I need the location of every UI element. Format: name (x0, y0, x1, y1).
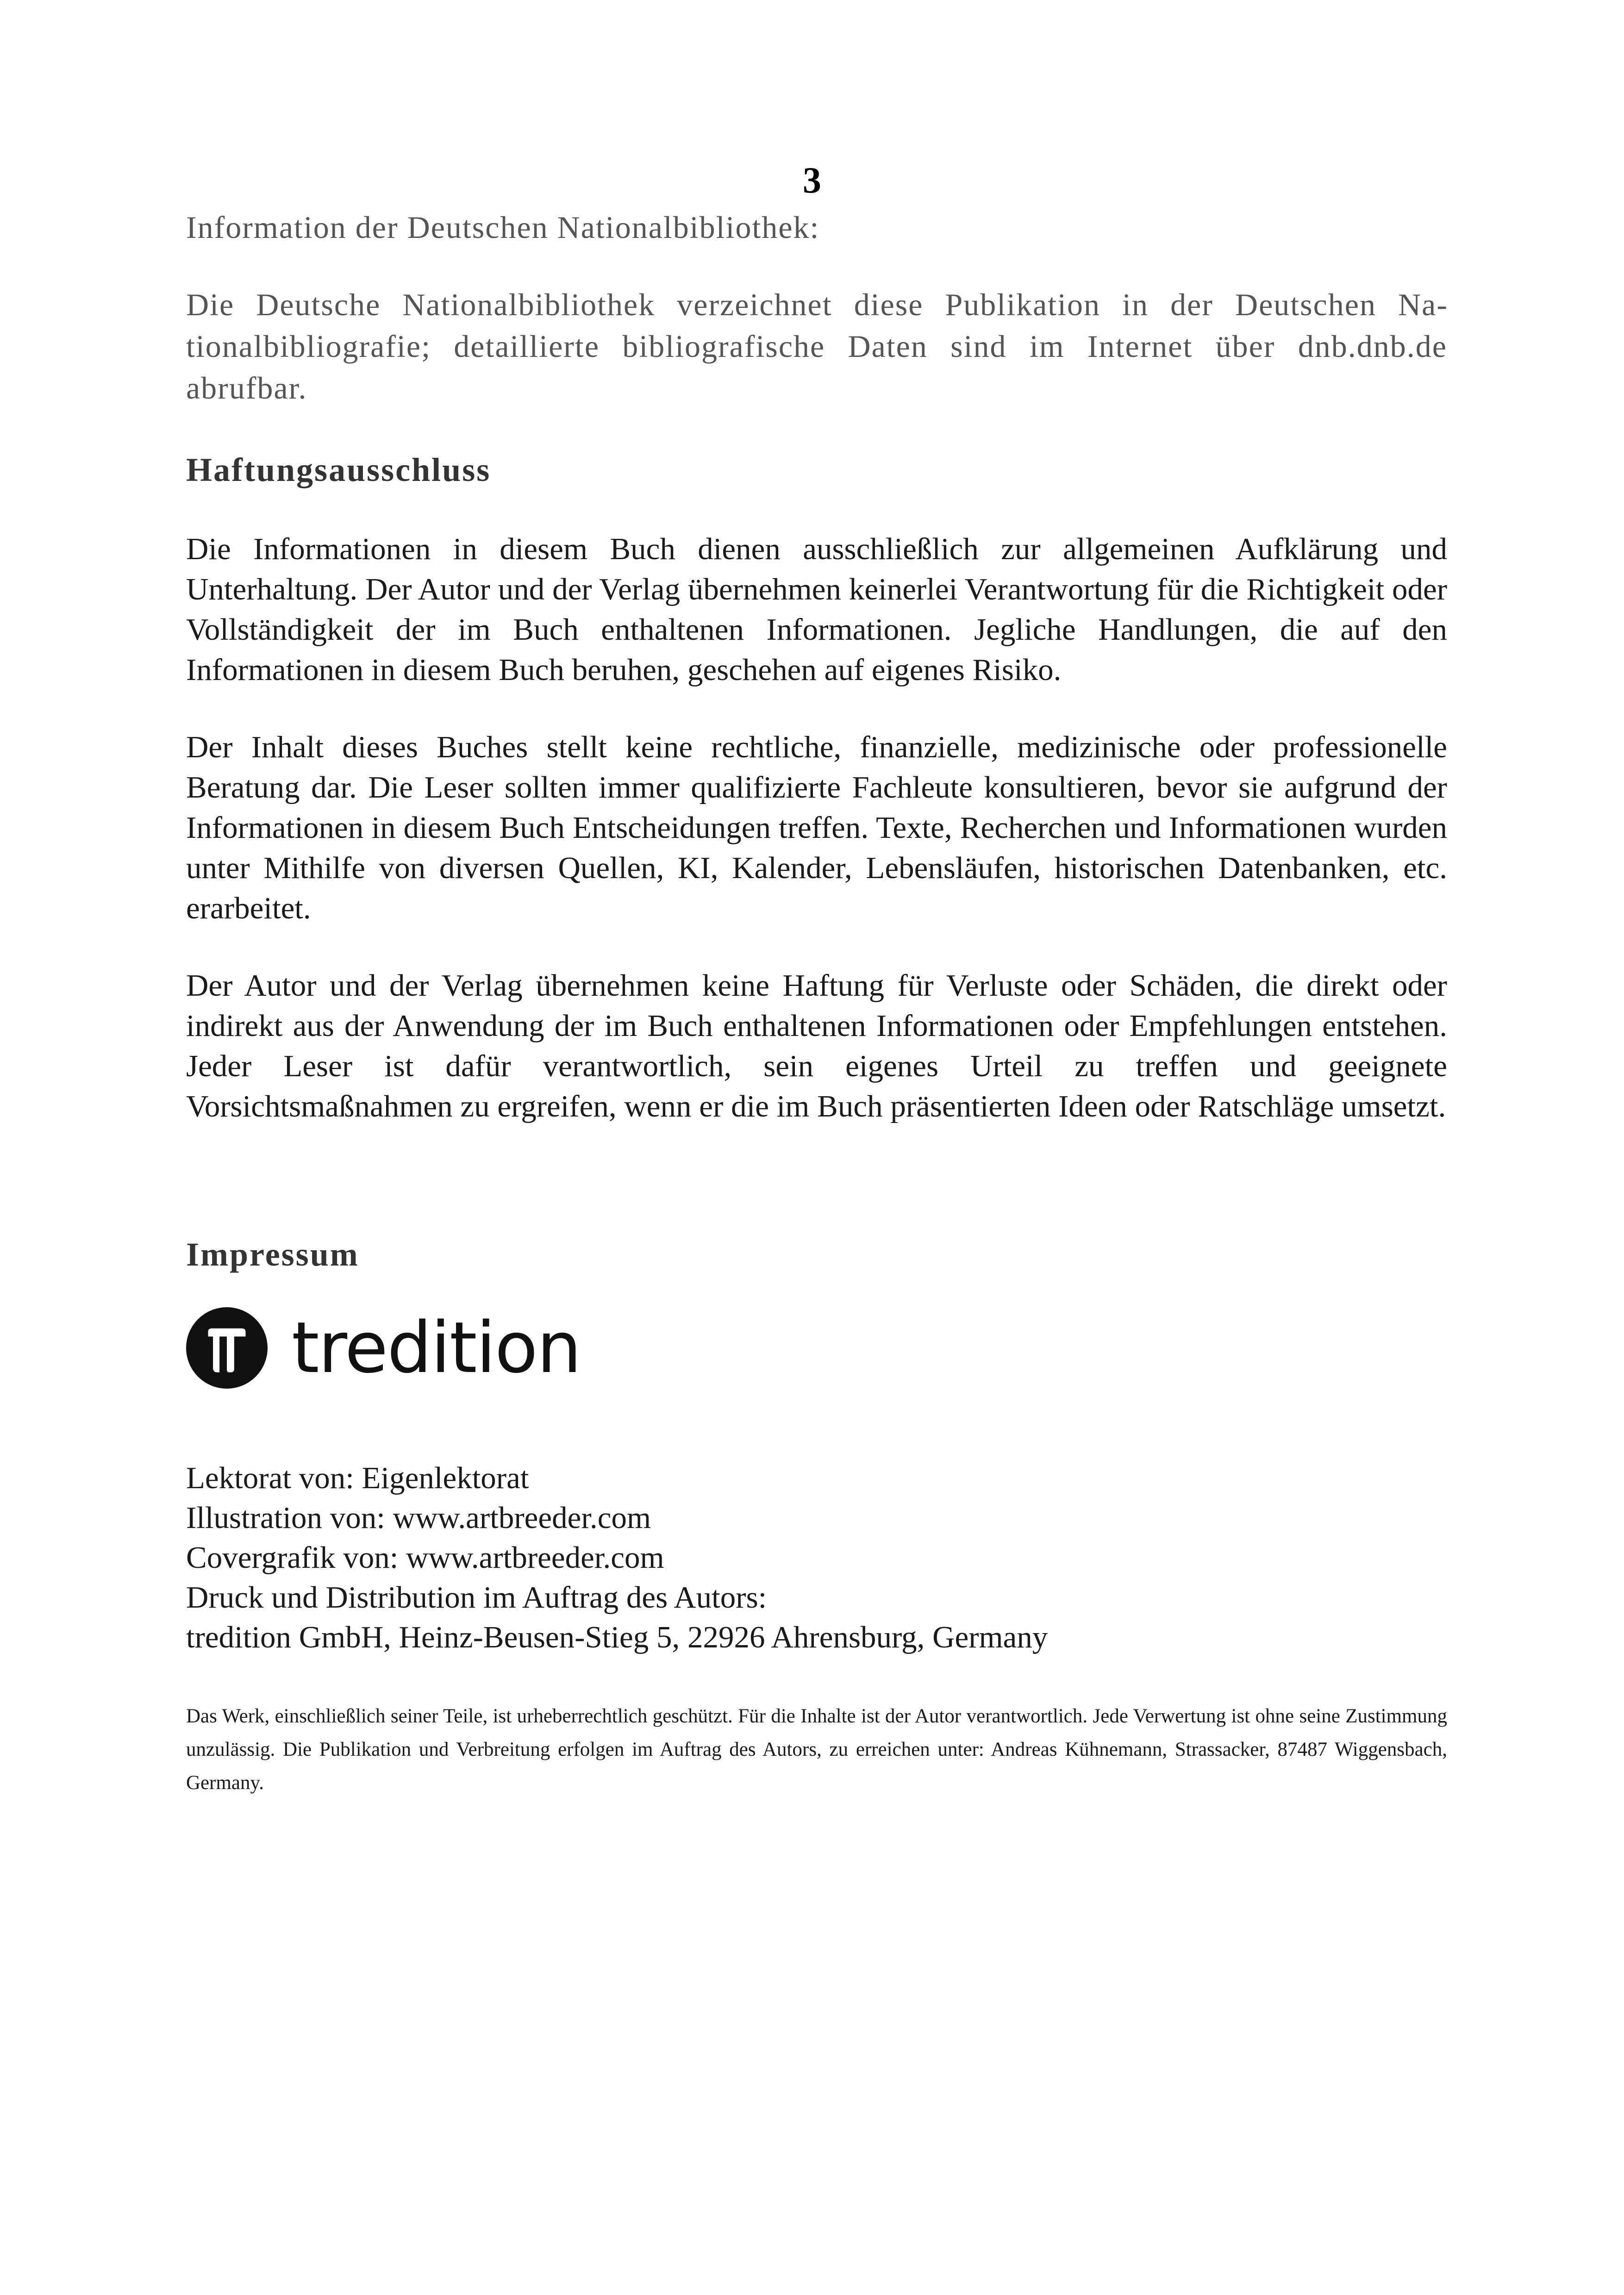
page-number: 3 (803, 160, 821, 201)
impressum-details (186, 1458, 1447, 1657)
impressum-line-druck: Druck und Distribution im Auftrag des Autors: (186, 1580, 767, 1615)
copyright-notice: Das Werk, einschließlich seiner Teile, ist urheberrechtlich geschützt. Für die Inhalte ist der Autor verantwortlich. Jede Verwertung ist ohne seine Zustimmung unzulässig. Die Publikation und Verbreitung erfolgen im Auftrag des Autors, zu erreichen unter: Andreas Kühnemann, Strassacker, 87487 Wiggensbach, Germany. (186, 1705, 1447, 1794)
impressum-line-covergrafik: Covergrafik von: www.artbreeder.com (186, 1540, 664, 1575)
page-content (186, 206, 1447, 1820)
tredition-logo (186, 1306, 1447, 1390)
impressum-line-illustration: Illustration von: www.artbreeder.com (186, 1501, 651, 1535)
impressum-heading: Impressum (186, 1236, 359, 1273)
dnb-title: Information der Deutschen Nationalbibliothek: (186, 210, 820, 245)
tredition-wordmark: tredition (292, 1307, 581, 1389)
disclaimer-paragraph-3: Der Autor und der Verlag übernehmen keine Haftung für Verluste oder Schäden, die direkt oder indirekt aus der Anwendung der im Buch enthaltenen Informationen oder Empfehlungen entstehen. Jeder Leser ist dafür verantwortlich, sein eigenes Urteil zu treffen und geeignete Vorsichtsmaßnahmen zu ergreifen, wenn er die im Buch präsentierten Ideen oder Ratschläge umsetzt. (186, 968, 1447, 1123)
disclaimer-heading: Haftungsausschluss (186, 451, 491, 488)
impressum-line-lektorat: Lektorat von: Eigenlektorat (186, 1461, 529, 1495)
tredition-logo-icon (186, 1307, 268, 1389)
dnb-notice: Die Deutsche Nationalbibliothek verzeichnet diese Publikation in der Deutschen Nationalbibliografie; detaillierte bibliografische Daten sind im Internet über dnb.dnb.de abrufbar. (186, 287, 1447, 405)
disclaimer-paragraph-2: Der Inhalt dieses Buches stellt keine rechtliche, finanzielle, medizinische oder professionelle Beratung dar. Die Leser sollten immer qualifizierte Fachleute konsultieren, bevor sie aufgrund der Informationen in diesem Buch Entscheidungen treffen. Texte, Recherchen und Informationen wurden unter Mithilfe von diversen Quellen, KI, Kalender, Lebensläufen, historischen Datenbanken, etc. erarbeitet. (186, 730, 1447, 925)
disclaimer-paragraph-1: Die Informationen in diesem Buch dienen ausschließlich zur allgemeinen Aufklärung und Unterhaltung. Der Autor und der Verlag übernehmen keinerlei Verantwortung für die Richtigkeit oder Vollständigkeit der im Buch enthaltenen Informationen. Jegliche Handlungen, die auf den Informationen in diesem Buch beruhen, geschehen auf eigenes Risiko. (186, 532, 1447, 687)
impressum-line-publisher-address: tredition GmbH, Heinz-Beusen-Stieg 5, 22926 Ahrensburg, Germany (186, 1620, 1048, 1654)
